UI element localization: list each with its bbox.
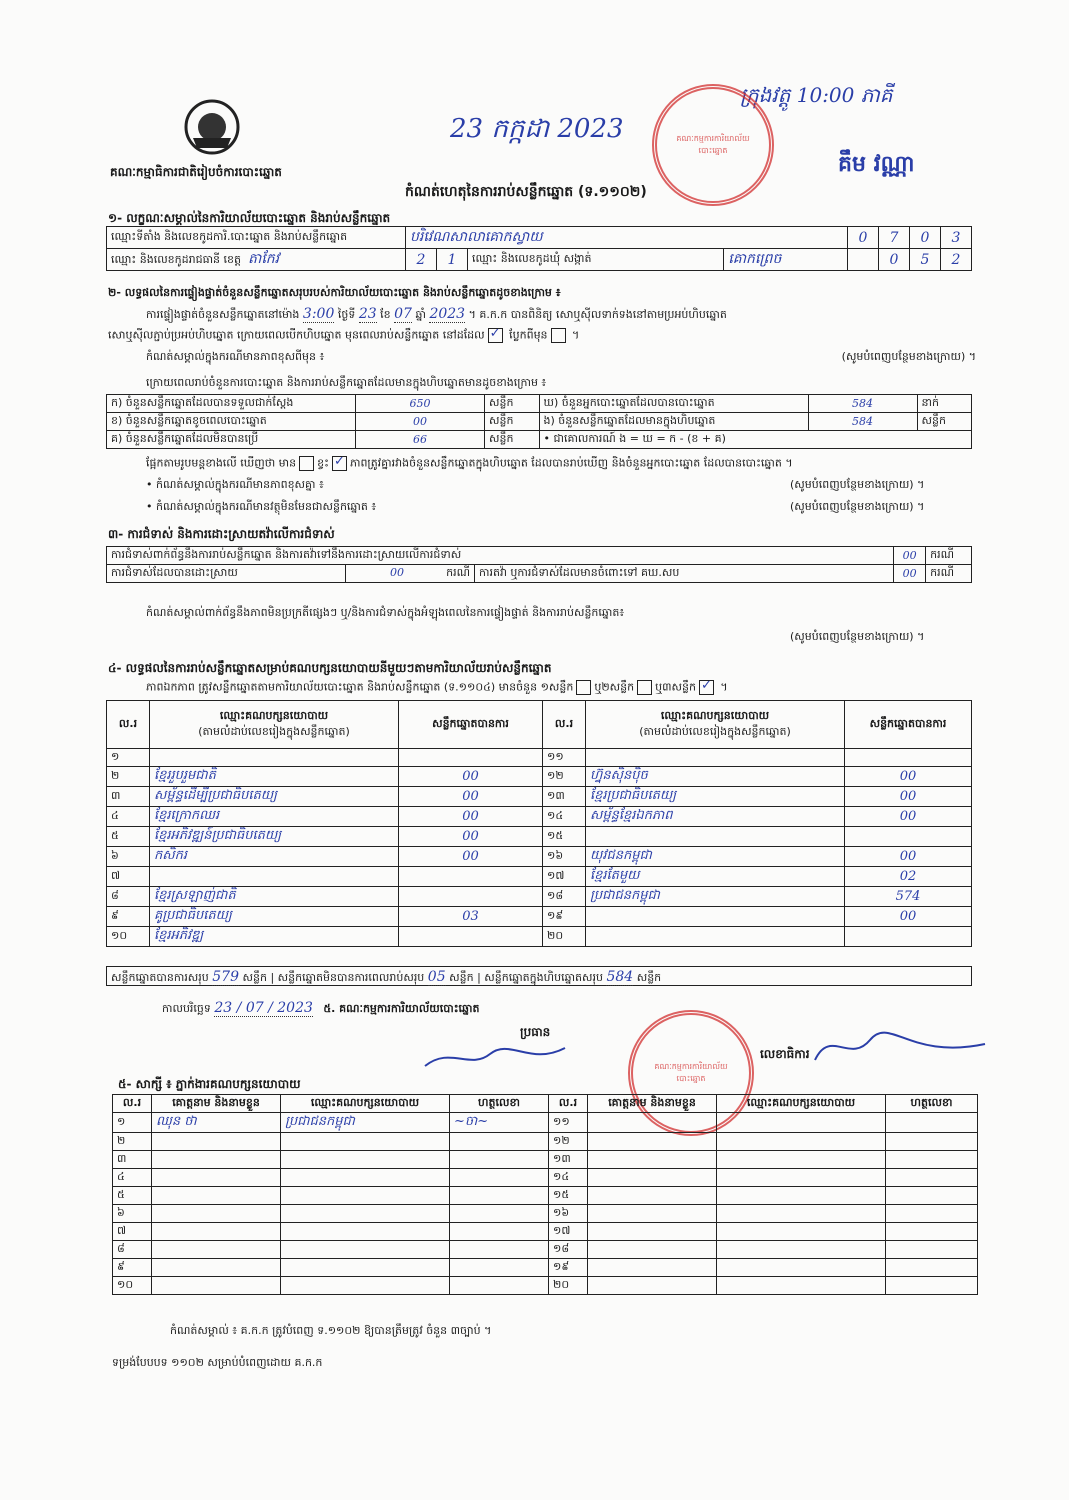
result-party[interactable]: ខ្មែរក្រោកឈរ [150,807,399,827]
station-code-1[interactable]: 0 [848,227,879,249]
province-code-1[interactable]: 2 [406,249,437,271]
spoiled-ballots[interactable]: 00 [356,413,485,431]
result-party[interactable]: គូប្រជាធិបតេយ្យ [150,907,399,927]
handwritten-extra: ក្រុងវត្តូ 10:00 ភាគី [740,83,893,107]
ballots-in-box[interactable]: 584 [808,413,917,431]
section1-heading: ១- លក្ខណៈសម្គាល់នៃការិយាល័យបោះឆ្នោត និងរាប់សន្លឹកឆ្នោត [108,211,391,225]
result-no: ១១ [543,749,586,767]
difference-note: កំណត់សម្គាល់ក្នុងករណីមានភាពខុសពីមុន ៖ (សូមបំពេញបន្ថែមខាងក្រោយ) ។ [146,350,976,363]
result-votes[interactable] [399,749,543,767]
witness-signature[interactable] [450,1133,549,1151]
result-no: ១៨ [543,887,586,907]
result-party[interactable]: សម្ព័ន្ធដើម្បីប្រជាធិបតេយ្យ [150,787,399,807]
result-no: ៤ [107,807,150,827]
section5-heading: ៥- សាក្សី ៖ ភ្នាក់ងារគណបក្សនយោបាយ [118,1077,301,1091]
different-checkbox[interactable] [551,328,566,343]
witness-party[interactable] [717,1223,886,1241]
result-no: ២០ [543,927,586,947]
result-votes[interactable] [845,927,972,947]
result-party[interactable]: យុវជនកម្ពុជា [586,847,845,867]
day-value: 23 [358,306,377,322]
witness-signature[interactable] [886,1113,978,1133]
result-votes[interactable]: 00 [399,807,543,827]
witness-signature[interactable] [886,1223,978,1241]
witness-row [113,1223,978,1241]
forwarded-count[interactable]: 00 [894,565,926,583]
witness-row [113,1151,978,1169]
witness-no: ២ [113,1133,152,1151]
witness-no: ៧ [113,1223,152,1241]
witness-signature[interactable] [886,1151,978,1169]
witness-row [113,1133,978,1151]
witness-name[interactable] [152,1223,281,1241]
witness-name[interactable] [588,1205,717,1223]
witness-party[interactable] [281,1205,450,1223]
bullet-nonballot: • កំណត់សម្គាល់ក្នុងករណីមានវត្ថុមិនមែនជាសន្លឹកឆ្នោត ៖ [146,500,377,513]
witness-signature[interactable] [450,1259,549,1277]
station-code-2[interactable]: 7 [879,227,910,249]
witness-name[interactable] [152,1259,281,1277]
witness-no: ៨ [113,1241,152,1259]
commune-code-2[interactable]: 5 [910,249,941,271]
result-votes[interactable]: 03 [399,907,543,927]
result-no: ៥ [107,827,150,847]
match-checkbox[interactable] [332,456,347,471]
witness-name[interactable] [152,1241,281,1259]
witness-no: ១៨ [549,1241,588,1259]
unused-ballots[interactable]: 66 [356,431,485,449]
result-votes[interactable]: 00 [845,767,972,787]
witness-party[interactable] [717,1113,886,1133]
witness-no: ១៦ [549,1205,588,1223]
bullet-hint-2: (សូមបំពេញបន្ថែមខាងក្រោយ) ។ [790,500,925,513]
witness-party[interactable] [717,1133,886,1151]
witness-party[interactable] [717,1151,886,1169]
witness-name[interactable] [588,1169,717,1187]
witness-name[interactable] [152,1169,281,1187]
result-no: ៧ [107,867,150,887]
commune-label: ឈ្មោះ និងលេខកូដឃុំ សង្កាត់ [468,249,724,271]
witness-signature[interactable] [450,1241,549,1259]
witness-no: ១១ [549,1113,588,1133]
results-row [107,807,972,827]
same-checkbox[interactable] [488,328,503,343]
result-votes[interactable]: 00 [399,767,543,787]
witness-signature[interactable] [450,1169,549,1187]
resolved-count: 00 [390,565,404,579]
witness-party[interactable] [717,1205,886,1223]
voters-voted[interactable]: 584 [808,395,917,413]
witness-name[interactable] [152,1187,281,1205]
province-label: ឈ្មោះ និងលេខកូដរាជធានី ខេត្ត តាកែវ [107,249,406,271]
bullet-difference: • កំណត់សម្គាល់ក្នុងករណីមានភាពខុសគ្នា ៖ [146,478,324,491]
result-party[interactable]: ខ្មែរតែមួយ [586,867,845,887]
witness-no: ១០ [113,1277,152,1295]
witness-signature[interactable] [450,1187,549,1205]
three-sheets-checkbox[interactable] [699,680,714,695]
signer-name: គឹម វណ្ណា [838,152,915,177]
witness-party[interactable] [717,1169,886,1187]
results-row [107,749,972,767]
chair-signature [420,1036,570,1076]
results-row [107,887,972,907]
station-value[interactable]: បរិវេណសាលាគោកស្វាយ [406,227,848,249]
result-intro: ក្រោយពេលរាប់ចំនួនការបោះឆ្នោត និងការរាប់សន្លឹកឆ្នោតដែលមានក្នុងហិបឆ្នោតមានដូចខាងក្រោម ៖ [146,376,547,389]
result-votes[interactable] [399,887,543,907]
witness-signature[interactable] [886,1205,978,1223]
totals-line: សន្លឹកឆ្នោតបានការសរុប 579 សន្លឹក | សន្លឹកឆ្នោតមិនបានការពេលរាប់សរុប 05 សន្លឹក | សន្លឹកឆ្នោតក្នុងហិបឆ្នោតសរុប 584 សន្លឹក [106,966,972,986]
results-table: ល.រ ឈ្មោះគណបក្សនយោបាយ (តាមលំដាប់លេខរៀងក្នុងសន្លឹកឆ្នោត) សន្លឹកឆ្នោតបានការ ល.រ ឈ្មោះគណបក្សនយោបាយ (តាមលំដាប់លេខរៀងក្នុងសន្លឹកឆ្នោត) សន្លឹកឆ្នោតបានការ ១ ១១ ២ ខ្មែររួបរួមជាតិ 00 ១២ ហ្វ៊ុនស៊ិនប៉ិច 00 ៣ សម្ព័ន្ធដើម្បីប្រជាធិបតេយ្យ 00 ១៣ ខ្មែរប្រជាធិបតេយ្យ 00 ៤ ខ្មែរក្រោកឈរ 00 ១៤ សម្ព័ន្ធខ្មែរឯកភាព 00 ៥ ខ្មែរអភិវឌ្ឍន៍ប្រជាធិបតេយ្យ 00 ១៥ ៦ កសិករ 00 ១៦ យុវជនកម្ពុជា 00 ៧ ១៧ ខ្មែរតែមួយ 02 ៨ ខ្មែរស្រឡាញ់ជាតិ ១៨ ប្រជាជនកម្ពុជា 574 ៩ គូប្រជាធិបតេយ្យ 03 ១៩ 00 ១០ ខ្មែរអភិវឌ្ឍ ២០ [106,700,972,947]
witness-party[interactable] [717,1241,886,1259]
time-value: 3:00 [302,306,335,322]
witness-no: ១៥ [549,1187,588,1205]
result-party[interactable]: ប្រជាជនកម្ពុជា [586,887,845,907]
result-votes[interactable]: 00 [399,827,543,847]
result-no: ១៦ [543,847,586,867]
result-votes[interactable]: 00 [845,807,972,827]
witness-row [113,1241,978,1259]
result-no: ៣ [107,787,150,807]
total-invalid: 05 [427,969,446,985]
result-votes[interactable]: 02 [845,867,972,887]
year-value: 2023 [429,306,466,322]
emblem-icon [183,98,241,156]
chair-label: ប្រធាន [520,1025,551,1039]
objections-count[interactable]: 00 [894,547,926,565]
witness-party[interactable] [281,1277,450,1295]
official-stamp-top: គណៈកម្មការការិយាល័យបោះឆ្នោត [652,84,774,206]
result-no: ៩ [107,907,150,927]
result-party[interactable]: ខ្មែរប្រជាធិបតេយ្យ [586,787,845,807]
form-footer: ទម្រង់បែបបទ ១១០២ សម្រាប់បំពេញដោយ គ.ក.ក [112,1356,323,1369]
witness-name[interactable] [588,1133,717,1151]
result-no: ១៧ [543,867,586,887]
witness-signature[interactable] [886,1187,978,1205]
bullet-hint-1: (សូមបំពេញបន្ថែមខាងក្រោយ) ។ [790,478,925,491]
result-votes[interactable] [399,867,543,887]
result-votes[interactable] [399,927,543,947]
witness-no: ៩ [113,1259,152,1277]
witness-no: ៥ [113,1187,152,1205]
witness-row [113,1259,978,1277]
compare-line: ផ្អែកតាមរូបមន្តខាងលើ ឃើញថា មាន ខ្វះ✓ ភាពត្រូវគ្នារវាងចំនួនសន្លឹកឆ្នោតក្នុងហិបឆ្នោត ដែលបានរាប់ឃើញ និងចំនួនអ្នកបោះឆ្នោត ដែលបានបោះឆ្នោត ។ [146,456,793,473]
result-party[interactable] [150,749,399,767]
witness-no: ១៤ [549,1169,588,1187]
witness-name[interactable] [588,1187,717,1205]
date-value: 23 / 07 / 2023 [214,1000,313,1016]
witness-signature[interactable] [886,1241,978,1259]
witness-name[interactable] [152,1205,281,1223]
result-no: ១០ [107,927,150,947]
station-label: ឈ្មោះទីតាំង និងលេខកូដការិ.បោះឆ្នោត និងរាប់សន្លឹកឆ្នោត [107,227,406,249]
witness-no: ១ [113,1113,152,1133]
date-line: កាលបរិច្ឆេទ 23 / 07 / 2023 ៥. គណៈកម្មការការិយាល័យបោះឆ្នោត [162,1000,480,1016]
total-valid: 579 [212,969,239,985]
result-no: ២ [107,767,150,787]
commune-code-1[interactable]: 0 [879,249,910,271]
result-votes[interactable]: 00 [399,847,543,867]
witness-name[interactable] [588,1151,717,1169]
result-votes[interactable]: 00 [845,847,972,867]
verification-line: ការផ្ទៀងផ្ទាត់ចំនួនសន្លឹកឆ្នោតនៅម៉ោង 3:00 ថ្ងៃទី 23 ខែ 07 ឆ្នាំ 2023 ។ គ.ក.ក បានពិនិត្យ សោឬស៊ីលទាក់ទងនៅតាមប្រអប់ហិបឆ្នោត [146,306,727,322]
result-no: ៦ [107,847,150,867]
result-party[interactable] [586,907,845,927]
province-value: តាកែវ [248,251,280,267]
results-row [107,927,972,947]
witness-name[interactable] [588,1277,717,1295]
result-votes[interactable] [845,749,972,767]
station-code-4[interactable]: 3 [941,227,972,249]
received-ballots[interactable]: 650 [356,395,485,413]
result-no: ១៩ [543,907,586,927]
witness-party[interactable] [281,1259,450,1277]
month-value: 07 [394,306,412,322]
witness-no: ១២ [549,1133,588,1151]
witness-signature[interactable] [450,1277,549,1295]
witness-signature[interactable] [886,1259,978,1277]
irregularity-note: កំណត់សម្គាល់ពាក់ព័ន្ធនឹងភាពមិនប្រក្រតីផ្សេងៗ ឬ/និងការជំទាស់ក្នុងអំឡុងពេលនៃការផ្ទៀងផ្ទាត់ និងការរាប់សន្លឹកឆ្នោត៖ [146,606,625,619]
section1-table [106,226,972,271]
witness-no: ១៩ [549,1259,588,1277]
witness-signature[interactable] [886,1277,978,1295]
witness-row [113,1187,978,1205]
handwritten-date: 23 កក្កដា 2023 [450,114,624,144]
witness-name[interactable] [588,1223,717,1241]
commune-value[interactable]: គោកព្រេច [724,249,848,271]
station-code-3[interactable]: 0 [910,227,941,249]
official-stamp-bottom: គណៈកម្មការការិយាល័យបោះឆ្នោត [628,1010,754,1136]
witness-party[interactable] [281,1133,450,1151]
result-no: ១៥ [543,827,586,847]
witness-name[interactable] [152,1133,281,1151]
result-votes[interactable]: 574 [845,887,972,907]
results-row [107,867,972,887]
result-no: ១៤ [543,807,586,827]
witness-party[interactable] [281,1241,450,1259]
secretary-signature [810,1024,990,1068]
result-party[interactable]: សម្ព័ន្ធខ្មែរឯកភាព [586,807,845,827]
witness-party[interactable] [717,1259,886,1277]
witness-party[interactable]: ប្រជាជនកម្ពុជា [281,1113,450,1133]
result-party[interactable]: ខ្មែរស្រឡាញ់ជាតិ [150,887,399,907]
footer-note: កំណត់សម្គាល់ ៖ គ.ក.ក ត្រូវបំពេញ ទ.១១០២ ឱ្យបានត្រឹមត្រូវ ចំនួន ៣ច្បាប់ ។ [170,1324,492,1337]
witness-no: ១៣ [549,1151,588,1169]
result-party[interactable] [586,749,845,767]
result-no: ៨ [107,887,150,907]
result-party[interactable] [586,827,845,847]
section3-heading: ៣- ការជំទាស់ និងការដោះស្រាយតវ៉ាលើការជំទាស់ [108,527,335,541]
result-votes[interactable]: 00 [845,907,972,927]
form-title: កំណត់ហេតុនៃការរាប់សន្លឹកឆ្នោត (ទ.១១០២) [405,184,647,200]
witness-row [113,1169,978,1187]
result-no: ១៣ [543,787,586,807]
results-row [107,827,972,847]
result-no: ១២ [543,767,586,787]
witness-signature[interactable] [886,1169,978,1187]
result-party[interactable] [586,927,845,947]
witness-no: ៦ [113,1205,152,1223]
witness-name[interactable] [152,1151,281,1169]
witness-name[interactable] [152,1277,281,1295]
witness-signature[interactable] [450,1205,549,1223]
result-party[interactable]: ខ្មែរអភិវឌ្ឍន៍ប្រជាធិបតេយ្យ [150,827,399,847]
province-code-2[interactable]: 1 [437,249,468,271]
section4-heading: ៤- លទ្ធផលនៃការរាប់សន្លឹកឆ្នោតសម្រាប់គណបក្សនយោបាយនីមួយៗតាមការិយាល័យរាប់សន្លឹកឆ្នោត [108,661,552,675]
witness-row [113,1205,978,1223]
witness-name[interactable] [588,1259,717,1277]
witness-party[interactable] [281,1169,450,1187]
result-votes[interactable]: 00 [399,787,543,807]
results-row [107,767,972,787]
witness-no: ៤ [113,1169,152,1187]
section4-intro: ភាពឯកភាព ត្រូវសន្លឹកឆ្នោតតាមការិយាល័យបោះឆ្នោត និងរាប់សន្លឹកឆ្នោត (ទ.១១០៤) មានចំនួន ១សន្លឹក ឬ២សន្លឹក ឬ៣សន្លឹក✓ ។ [146,680,728,697]
results-row [107,907,972,927]
witness-name[interactable] [588,1113,717,1133]
witness-table: ល.រ គោត្តនាម និងនាមខ្លួន ឈ្មោះគណបក្សនយោបាយ ហត្ថលេខា ល.រ គោត្តនាម និងនាមខ្លួន ឈ្មោះគណបក្សនយោបាយ ហត្ថលេខា ១ ឈុន ថា ប្រជាជនកម្ពុជា ~ចា~ ១១ ២ ១២ ៣ ១៣ ៤ ១៤ ៥ ១៥ ៦ ១៦ ៧ ១៧ ៨ ១៨ ៩ ១៩ ១០ ២០ [112,1094,978,1295]
count-table: ក) ចំនួនសន្លឹកឆ្នោតដែលបានទទួលជាក់ស្តែង 650 សន្លឹក ឃ) ចំនួនអ្នកបោះឆ្នោតដែលបានបោះឆ្នោត 584 នាក់ ខ) ចំនួនសន្លឹកឆ្នោតខូចពេលបោះឆ្នោត 00 សន្លឹក ង) ចំនួនសន្លឹកឆ្នោតដែលមានក្នុងហិបឆ្នោត 584 សន្លឹក គ) ចំនួនសន្លឹកឆ្នោតដែលមិនបានប្រើ 66 សន្លឹក • ជាគោលការណ៍ ង = ឃ = ក - (ខ + គ) [106,394,972,449]
witness-party[interactable] [717,1277,886,1295]
result-votes[interactable] [845,827,972,847]
witness-party[interactable] [717,1187,886,1205]
result-party[interactable]: ហ្វ៊ុនស៊ិនប៉ិច [586,767,845,787]
witness-row [113,1113,978,1133]
witness-party[interactable] [281,1223,450,1241]
total-box: 584 [606,969,634,985]
commune-code-3[interactable]: 2 [941,249,972,271]
witness-name[interactable] [588,1241,717,1259]
irregularity-hint: (សូមបំពេញបន្ថែមខាងក្រោយ) ។ [790,630,925,643]
witness-name[interactable]: ឈុន ថា [152,1113,281,1133]
result-party[interactable]: ខ្មែរអភិវឌ្ឍ [150,927,399,947]
result-party[interactable]: កសិករ [150,847,399,867]
section2-heading: ២- លទ្ធផលនៃការផ្ទៀងផ្ទាត់ចំនួនសន្លឹកឆ្នោតសរុបរបស់ការិយាល័យបោះឆ្នោត និងរាប់សន្លឹកឆ្នោតដូចខាងក្រោម ៖ [108,286,561,299]
witness-signature[interactable] [450,1223,549,1241]
org-name: គណៈកម្មាធិការជាតិរៀបចំការបោះឆ្នោត [110,165,282,179]
witness-signature[interactable] [450,1151,549,1169]
witness-no: ២០ [549,1277,588,1295]
witness-party[interactable] [281,1187,450,1205]
results-row [107,847,972,867]
result-party[interactable] [150,867,399,887]
result-votes[interactable]: 00 [845,787,972,807]
seal-line: សោឬស៊ីលភ្ជាប់ប្រអប់ហិបឆ្នោត ក្រោយពេលបើកហិបឆ្នោត មុនពេលរាប់សន្លឹកឆ្នោត នៅដដែល✓ ប្លែកពីមុន ។ [108,328,579,345]
witness-row [113,1277,978,1295]
witness-party[interactable] [281,1151,450,1169]
objection-table: ការជំទាស់ពាក់ព័ន្ធនឹងការរាប់សន្លឹកឆ្នោត និងការតវ៉ាទៅនឹងការដោះស្រាយលើការជំទាស់ 00 ករណី ការជំទាស់ដែលបានដោះស្រាយ 00 ករណី ការតវ៉ា ឬការជំទាស់ដែលមានចំពោះទៅ គឃ.សប 00 ករណី [106,546,972,583]
results-row [107,787,972,807]
witness-no: ១៧ [549,1223,588,1241]
result-party[interactable]: ខ្មែររួបរួមជាតិ [150,767,399,787]
result-no: ១ [107,749,150,767]
witness-signature[interactable] [886,1133,978,1151]
witness-signature[interactable]: ~ចា~ [450,1113,549,1133]
witness-no: ៣ [113,1151,152,1169]
secretary-label: លេខាធិការ [760,1047,810,1061]
